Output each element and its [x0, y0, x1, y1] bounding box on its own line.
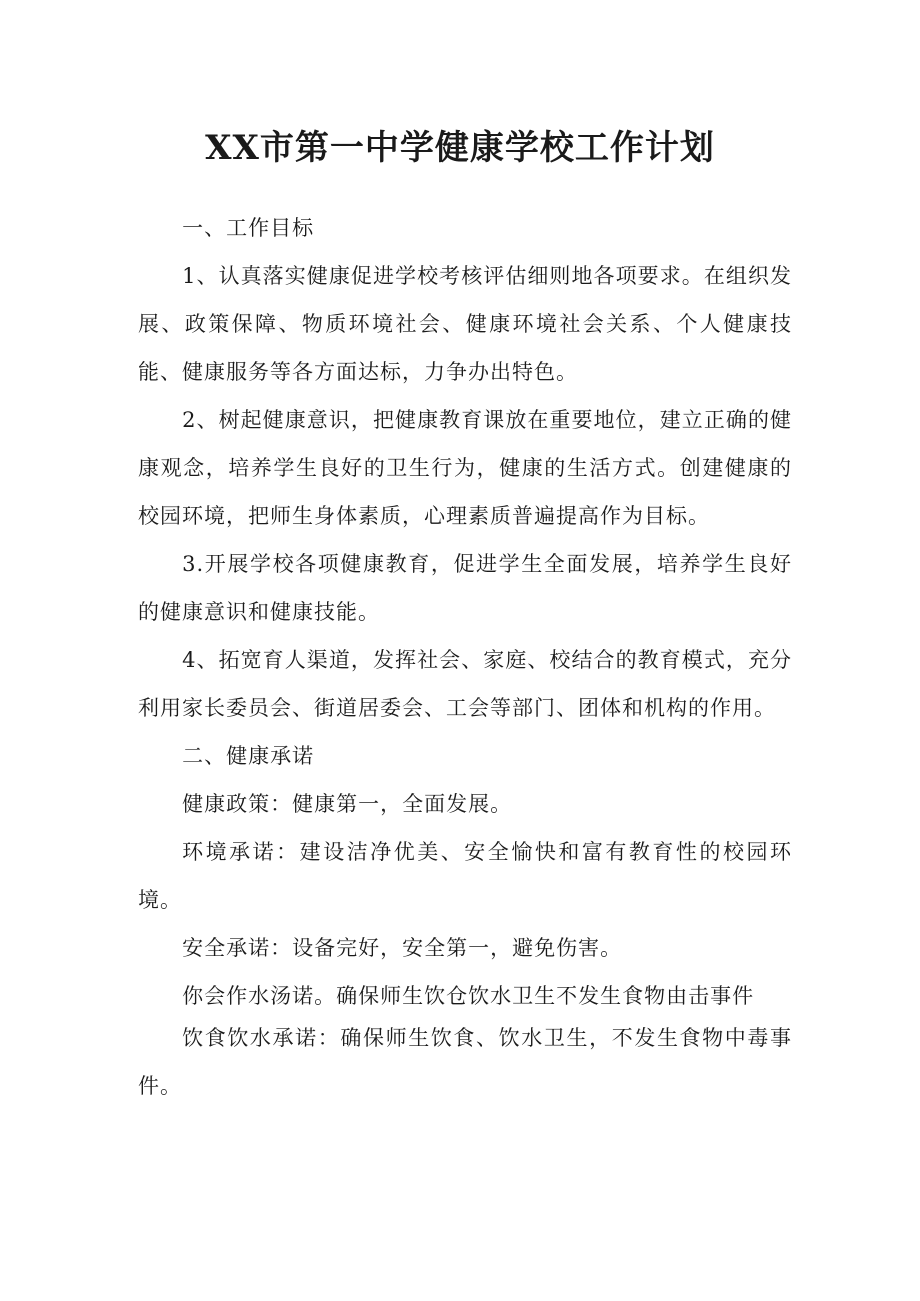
- goal-item-4: 4、拓宽育人渠道，发挥社会、家庭、校结合的教育模式，充分利用家长委员会、街道居委会、工会等部门、团体和机构的作用。: [138, 648, 792, 720]
- goal-item-2: 2、树起健康意识，把健康教育课放在重要地位，建立正确的健康观念，培养学生良好的卫生行为，健康的生活方式。创建健康的校园环境，把师生身体素质，心理素质普遍提高作为目标。: [138, 408, 792, 528]
- section-heading-commitments: 二、健康承诺: [182, 744, 315, 768]
- goal-item-1: 1、认真落实健康促进学校考核评估细则地各项要求。在组织发展、政策保障、物质环境社会、健康环境社会关系、个人健康技能、健康服务等各方面达标，力争办出特色。: [138, 264, 792, 384]
- goal-item-3: 3.开展学校各项健康教育，促进学生全面发展，培养学生良好的健康意识和健康技能。: [138, 552, 792, 624]
- commitment-environment: 环境承诺：建设洁净优美、安全愉快和富有教育性的校园环境。: [138, 840, 792, 912]
- commitment-garbled-line: 你会作水汤诺。确保师生饮仓饮水卫生不发生食物由击事件: [182, 984, 755, 1008]
- section-heading-goals: 一、工作目标: [182, 216, 315, 240]
- commitment-safety: 安全承诺：设备完好，安全第一，避免伤害。: [182, 936, 623, 960]
- commitment-food-water: 饮食饮水承诺：确保师生饮食、饮水卫生，不发生食物中毒事件。: [138, 1026, 792, 1098]
- document-body: [138, 204, 792, 1110]
- document-title: XX市第一中学健康学校工作计划: [205, 128, 715, 168]
- commitment-health-policy: 健康政策：健康第一，全面发展。: [182, 792, 513, 816]
